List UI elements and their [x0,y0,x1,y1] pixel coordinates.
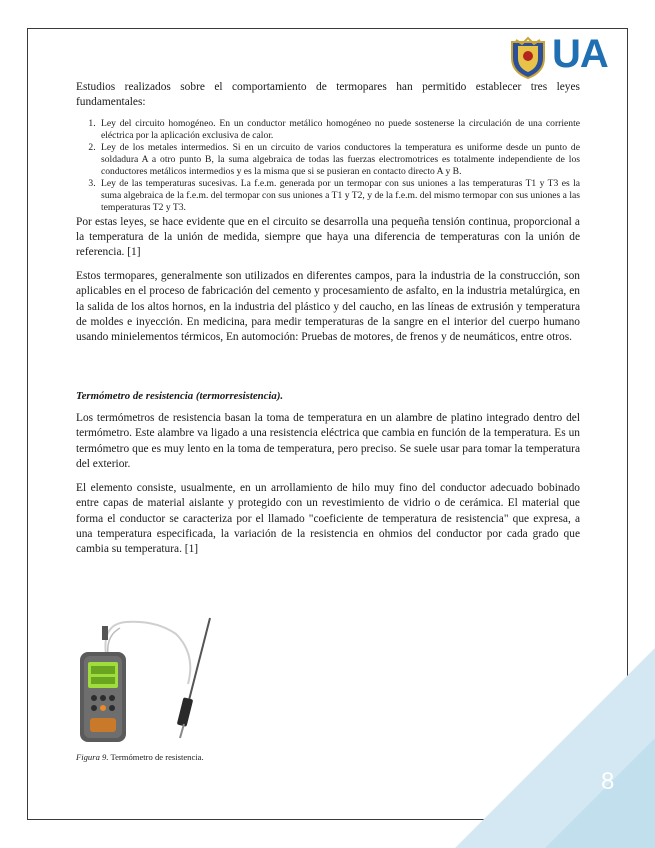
paragraph-usos: Estos termopares, generalmente son utilizados en diferentes campos, para la industria de la construcción, son aplicables en el proceso de fabricación del cemento y procesamiento de asfalto, en la industria metalúrgica, en la salida de los altos hornos, en la industria del plástico y del caucho, en las líneas de extrusión y temperatura de moldes e inyección. En medicina, para medir temperaturas de la sangre en el interior del cuerpo humano usando minielementos térmicos, En automoción: Pruebas de motores, de frenos y de neumáticos, entre otros. [76,270,580,344]
law-item: 1. Ley del circuito homogéneo. En un conductor metálico homogéneo no puede sostenerse la circulación de una corriente eléctrica por la aplicación exclusiva de calor. [98,118,580,142]
laws-list [76,118,580,213]
figure-caption [76,752,204,762]
document-body [76,80,580,557]
paragraph-leyes: Por estas leyes, se hace evidente que en el circuito se desarrolla una pequeña tensión continua, proporcional a la temperatura de la unión de medida, siempre que haya una diferencia de temperaturas con la unión de referencia. [1] [76,215,580,259]
corner-decoration [455,648,655,848]
intro-text: Estudios realizados sobre el comportamiento de termopares han permitido establecer tres leyes fundamentales: [76,81,580,109]
law-item: 2. Ley de los metales intermedios. Si en un circuito de varios conductores la temperatura es uniforme desde un punto de soldadura A a otro punto B, la suma algebraica de todas las fuerzas electromotrices es totalmente independiente de los conductores metálicos intermedios y es la misma que si se pusieran en contacto directo A y B. [98,142,580,178]
figure-caption-text: Termómetro de resistencia. [110,752,204,762]
logo-ua-text: UA [552,32,608,76]
resistance-thermometer-image [76,614,236,750]
paragraph-elemento: El elemento consiste, usualmente, en un arrollamiento de hilo muy fino del conductor adecuado bobinado entre capas de material aislante y protegido con un revestimiento de vidrio o de cerámica. El material que forma el conductor se caracteriza por el llamado "coeficiente de temperatura de resistencia" que expresa, a una temperatura especificada, la variación de la resistencia en ohmios del conductor por cada grado que cambia su temperatura. [1] [76,482,580,555]
paragraph-resistencia: Los termómetros de resistencia basan la toma de temperatura en un alambre de platino integrado dentro del termómetro. Este alambre va ligado a una resistencia eléctrica que cambia en función de la temperatura. Es un termómetro que es muy lento en la toma de temperatura, pero preciso. Se suele usar para tomar la temperatura del exterior. [76,412,580,470]
section-heading: Termómetro de resistencia (termorresistencia). [76,390,284,403]
figure-label: Figura 9. [76,752,109,762]
page-number: 8 [601,768,615,795]
law-item: 3. Ley de las temperaturas sucesivas. La f.e.m. generada por un termopar con sus uniones a las temperaturas T1 y T3 es la suma algebraica de la f.e.m. del termopar con sus uniones a T1 y T2, y de la f.e.m. del mismo termopar con sus uniones a las temperaturas T2 y T3. [98,178,580,214]
